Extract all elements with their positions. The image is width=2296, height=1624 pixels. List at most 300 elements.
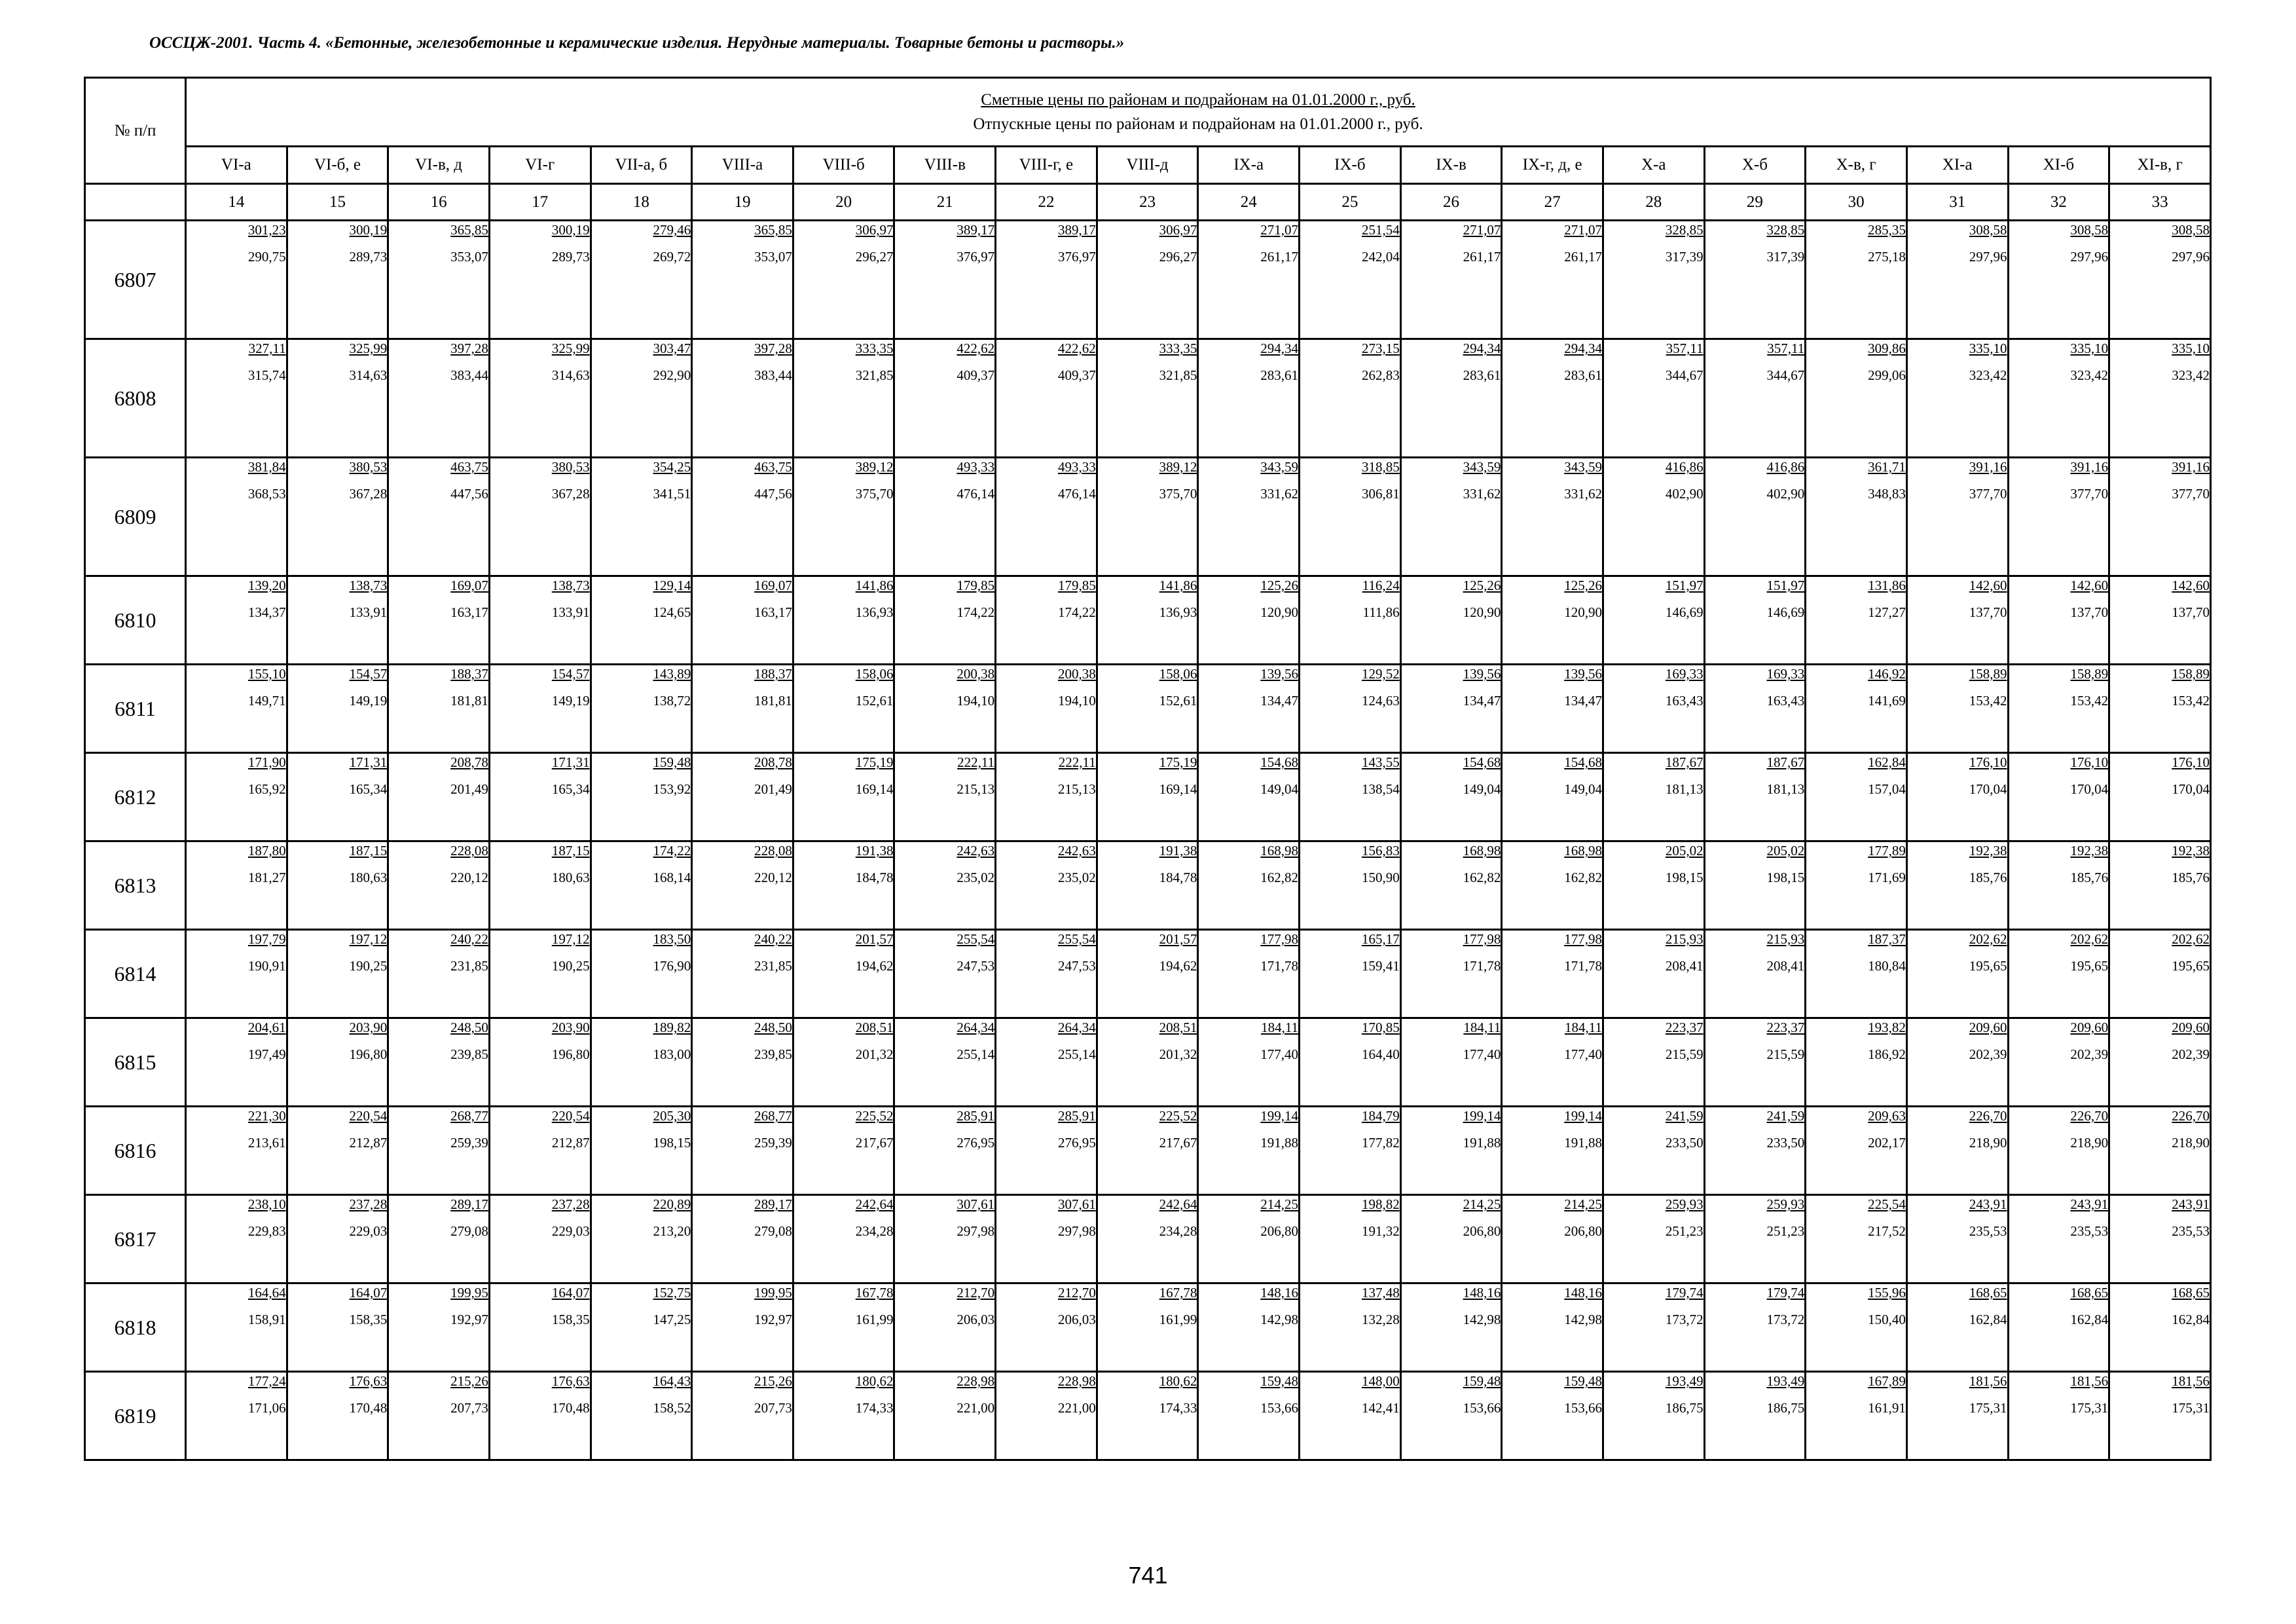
estimate-price: 193,49 (1766, 1373, 1805, 1389)
estimate-price: 181,56 (2172, 1373, 2210, 1389)
estimate-price: 171,90 (247, 754, 286, 770)
price-cell (1502, 1372, 1603, 1460)
estimate-price: 184,11 (1261, 1020, 1299, 1035)
price-cell (692, 1195, 793, 1283)
price-cell (894, 1107, 996, 1195)
price-cell (1502, 665, 1603, 753)
price-cell (1906, 1107, 2008, 1195)
price-cell (692, 1018, 793, 1107)
price-cell (2109, 1018, 2211, 1107)
release-price: 181,27 (247, 870, 286, 885)
price-cell (1603, 930, 1704, 1018)
price-cell (489, 841, 591, 930)
release-price: 296,27 (1159, 249, 1197, 265)
release-price: 184,78 (855, 870, 894, 885)
price-cell (287, 753, 388, 841)
price-cell (388, 841, 490, 930)
price-cell (1502, 221, 1603, 339)
price-cell (1097, 1018, 1198, 1107)
estimate-price: 220,54 (551, 1108, 590, 1124)
release-price: 191,88 (1564, 1135, 1602, 1151)
estimate-price: 174,22 (653, 843, 691, 858)
estimate-price: 165,17 (1361, 931, 1400, 947)
estimate-price: 125,26 (1463, 578, 1501, 593)
estimate-price: 243,91 (2070, 1196, 2109, 1212)
price-cell (1603, 665, 1704, 753)
estimate-price: 137,48 (1361, 1285, 1400, 1301)
release-price: 292,90 (653, 367, 691, 383)
price-cell (1198, 665, 1300, 753)
price-cell (692, 930, 793, 1018)
estimate-price: 148,16 (1463, 1285, 1501, 1301)
release-price: 162,84 (2070, 1312, 2109, 1327)
estimate-price: 197,12 (551, 931, 590, 947)
release-price: 138,72 (653, 693, 691, 709)
release-price: 215,59 (1766, 1046, 1805, 1062)
release-price: 158,52 (653, 1400, 691, 1416)
price-cell (692, 221, 793, 339)
release-price: 233,50 (1665, 1135, 1704, 1151)
estimate-price: 308,58 (1969, 222, 2007, 238)
estimate-price: 169,07 (754, 578, 792, 593)
estimate-price: 238,10 (247, 1196, 286, 1212)
region-header: XI-в, г (2109, 147, 2211, 184)
estimate-price: 168,65 (2172, 1285, 2210, 1301)
estimate-price: 381,84 (247, 459, 286, 475)
price-cell (1603, 753, 1704, 841)
release-price: 276,95 (1058, 1135, 1096, 1151)
estimate-price: 248,50 (450, 1020, 488, 1035)
estimate-price: 146,92 (1868, 666, 1906, 682)
release-price: 186,75 (1766, 1400, 1805, 1416)
estimate-price: 397,28 (754, 341, 792, 356)
release-price: 175,31 (1969, 1400, 2007, 1416)
price-cell (388, 1107, 490, 1195)
estimate-price: 171,31 (349, 754, 388, 770)
column-number: 17 (489, 184, 591, 221)
release-price: 206,03 (957, 1312, 995, 1327)
release-price: 173,72 (1665, 1312, 1704, 1327)
price-cell (489, 665, 591, 753)
estimate-price: 162,84 (1868, 754, 1906, 770)
price-cell (894, 221, 996, 339)
release-price: 192,97 (450, 1312, 488, 1327)
estimate-price: 171,31 (551, 754, 590, 770)
item-number: 6807 (85, 221, 186, 339)
price-cell (2008, 841, 2109, 930)
estimate-price: 300,19 (551, 222, 590, 238)
price-cell (1704, 841, 1806, 930)
region-header: VIII-б (793, 147, 894, 184)
price-cell (2008, 221, 2109, 339)
release-price: 175,31 (2172, 1400, 2210, 1416)
release-price: 262,83 (1361, 367, 1400, 383)
price-cell (1198, 339, 1300, 458)
release-price: 124,65 (653, 604, 691, 620)
estimate-price: 307,61 (1058, 1196, 1096, 1212)
price-cell (692, 339, 793, 458)
estimate-price: 307,61 (957, 1196, 995, 1212)
estimate-price: 214,25 (1463, 1196, 1501, 1212)
price-cell (1097, 753, 1198, 841)
price-cell (287, 1195, 388, 1283)
release-price: 247,53 (1058, 958, 1096, 974)
item-number: 6812 (85, 753, 186, 841)
table-row (85, 665, 2211, 753)
price-cell (1603, 1107, 1704, 1195)
release-price: 174,22 (1058, 604, 1096, 620)
estimate-price: 416,86 (1665, 459, 1704, 475)
release-price: 276,95 (957, 1135, 995, 1151)
estimate-price: 215,93 (1665, 931, 1704, 947)
estimate-price: 259,93 (1766, 1196, 1805, 1212)
region-header: IX-в (1400, 147, 1502, 184)
estimate-price: 192,38 (1969, 843, 2007, 858)
item-number: 6815 (85, 1018, 186, 1107)
estimate-price: 289,17 (754, 1196, 792, 1212)
price-cell (1400, 665, 1502, 753)
estimate-price: 148,16 (1564, 1285, 1602, 1301)
column-number: 25 (1300, 184, 1401, 221)
estimate-price: 493,33 (1058, 459, 1096, 475)
release-price: 149,04 (1260, 781, 1299, 797)
release-price: 206,03 (1058, 1312, 1096, 1327)
price-cell (186, 576, 287, 665)
price-cell (1400, 221, 1502, 339)
estimate-price: 151,97 (1665, 578, 1704, 593)
estimate-price: 271,07 (1463, 222, 1501, 238)
estimate-price: 327,11 (248, 341, 286, 356)
estimate-price: 228,98 (957, 1373, 995, 1389)
table-row (85, 1283, 2211, 1372)
price-cell (692, 753, 793, 841)
estimate-price: 199,14 (1463, 1108, 1501, 1124)
price-cell (894, 665, 996, 753)
page-number: 741 (1128, 1562, 1168, 1589)
price-cell (489, 1107, 591, 1195)
estimate-price: 158,89 (2172, 666, 2210, 682)
region-header: VI-г (489, 147, 591, 184)
price-cell (793, 665, 894, 753)
price-cell (591, 221, 692, 339)
release-price: 215,59 (1665, 1046, 1704, 1062)
price-cell (1704, 1195, 1806, 1283)
release-price: 157,04 (1868, 781, 1906, 797)
release-price: 323,42 (2070, 367, 2109, 383)
estimate-price: 138,73 (349, 578, 388, 593)
price-cell (1502, 1107, 1603, 1195)
price-cell (388, 339, 490, 458)
price-cell (1198, 221, 1300, 339)
price-cell (1906, 339, 2008, 458)
estimate-price: 202,62 (2172, 931, 2210, 947)
price-cell (793, 221, 894, 339)
price-cell (2109, 1283, 2211, 1372)
estimate-price: 202,62 (1969, 931, 2007, 947)
release-price: 137,70 (2172, 604, 2210, 620)
price-cell (996, 221, 1097, 339)
release-price: 375,70 (1159, 486, 1197, 502)
estimate-price: 187,67 (1766, 754, 1805, 770)
region-header: IX-г, д, е (1502, 147, 1603, 184)
estimate-price: 241,59 (1766, 1108, 1805, 1124)
release-price: 202,17 (1868, 1135, 1906, 1151)
release-price: 163,17 (450, 604, 488, 620)
release-price: 177,82 (1361, 1135, 1400, 1151)
price-cell (1300, 221, 1401, 339)
release-price: 153,92 (653, 781, 691, 797)
estimate-price: 354,25 (653, 459, 691, 475)
price-cell (186, 753, 287, 841)
estimate-price: 212,70 (957, 1285, 995, 1301)
estimate-price: 138,73 (551, 578, 590, 593)
estimate-price: 264,34 (957, 1020, 995, 1035)
estimate-price: 168,98 (1463, 843, 1501, 858)
estimate-price: 152,75 (653, 1285, 691, 1301)
price-cell (1502, 458, 1603, 576)
estimate-price: 242,63 (1058, 843, 1096, 858)
estimate-price: 389,17 (957, 222, 995, 238)
price-cell (1704, 930, 1806, 1018)
estimate-price: 164,07 (349, 1285, 388, 1301)
estimate-price: 179,74 (1665, 1285, 1704, 1301)
price-cell (1906, 753, 2008, 841)
release-price: 171,78 (1564, 958, 1602, 974)
estimate-price: 159,48 (1463, 1373, 1501, 1389)
estimate-price: 148,00 (1361, 1373, 1400, 1389)
estimate-price: 141,86 (855, 578, 894, 593)
estimate-price: 197,12 (349, 931, 388, 947)
release-price: 174,22 (957, 604, 995, 620)
release-price: 367,28 (349, 486, 388, 502)
price-cell (1704, 1018, 1806, 1107)
price-cell (1097, 339, 1198, 458)
price-cell (489, 930, 591, 1018)
release-price: 153,66 (1260, 1400, 1299, 1416)
estimate-price: 180,62 (855, 1373, 894, 1389)
price-table (84, 77, 2212, 1461)
estimate-price: 225,52 (855, 1108, 894, 1124)
estimate-price: 357,11 (1767, 341, 1805, 356)
price-cell (1806, 221, 1907, 339)
estimate-price: 158,89 (2070, 666, 2109, 682)
price-cell (996, 841, 1097, 930)
estimate-price: 179,85 (1058, 578, 1096, 593)
price-cell (388, 1372, 490, 1460)
estimate-price: 463,75 (754, 459, 792, 475)
price-cell (1502, 930, 1603, 1018)
item-number: 6817 (85, 1195, 186, 1283)
price-cell (1097, 458, 1198, 576)
table-row (85, 841, 2211, 930)
estimate-price: 255,54 (1058, 931, 1096, 947)
release-price: 169,14 (1159, 781, 1197, 797)
release-price: 127,27 (1868, 604, 1906, 620)
price-cell (489, 1018, 591, 1107)
estimate-price: 188,37 (450, 666, 488, 682)
release-price: 283,61 (1564, 367, 1602, 383)
price-cell (692, 665, 793, 753)
release-price: 261,17 (1564, 249, 1602, 265)
estimate-price: 306,97 (1159, 222, 1197, 238)
price-cell (1704, 1283, 1806, 1372)
estimate-price: 199,95 (754, 1285, 792, 1301)
price-cell (1906, 458, 2008, 576)
release-price: 447,56 (754, 486, 792, 502)
price-cell (1198, 576, 1300, 665)
price-cell (793, 753, 894, 841)
estimate-price: 125,26 (1260, 578, 1299, 593)
price-cell (1603, 841, 1704, 930)
price-cell (388, 753, 490, 841)
price-cell (388, 576, 490, 665)
release-price: 206,80 (1463, 1223, 1501, 1239)
column-number: 23 (1097, 184, 1198, 221)
estimate-price: 248,50 (754, 1020, 792, 1035)
price-cell (2109, 1107, 2211, 1195)
release-price: 194,62 (855, 958, 894, 974)
price-cell (2109, 458, 2211, 576)
price-cell (1502, 753, 1603, 841)
release-price: 198,15 (1766, 870, 1805, 885)
price-cell (996, 1283, 1097, 1372)
price-cell (1906, 930, 2008, 1018)
price-cell (1806, 1018, 1907, 1107)
price-cell (1400, 458, 1502, 576)
price-cell (388, 1283, 490, 1372)
release-price: 383,44 (754, 367, 792, 383)
release-price: 331,62 (1564, 486, 1602, 502)
estimate-price: 141,86 (1159, 578, 1197, 593)
price-cell (1300, 1283, 1401, 1372)
estimate-price: 205,30 (653, 1108, 691, 1124)
price-cell (2008, 1107, 2109, 1195)
release-price: 235,53 (2172, 1223, 2210, 1239)
estimate-price: 131,86 (1868, 578, 1906, 593)
price-cell (1400, 576, 1502, 665)
estimate-price: 177,24 (247, 1373, 286, 1389)
price-cell (1906, 1283, 2008, 1372)
release-price: 353,07 (450, 249, 488, 265)
release-price: 185,76 (2070, 870, 2109, 885)
release-price: 194,62 (1159, 958, 1197, 974)
price-cell (287, 1107, 388, 1195)
estimate-price: 199,14 (1564, 1108, 1602, 1124)
estimate-price: 389,12 (855, 459, 894, 475)
release-price-title: Отпускные цены по районам и подрайонам на 01.01.2000 г., руб. (973, 115, 1423, 133)
price-cell (1300, 1195, 1401, 1283)
release-price: 297,98 (957, 1223, 995, 1239)
estimate-price: 209,63 (1868, 1108, 1906, 1124)
estimate-price: 251,54 (1361, 222, 1400, 238)
price-cell (1400, 1195, 1502, 1283)
release-price: 297,98 (1058, 1223, 1096, 1239)
row-number-header: № п/п (85, 78, 186, 184)
price-cell (2008, 1018, 2109, 1107)
release-price: 191,88 (1260, 1135, 1299, 1151)
column-number: 19 (692, 184, 793, 221)
estimate-price: 177,98 (1260, 931, 1299, 947)
release-price: 283,61 (1260, 367, 1299, 383)
release-price: 149,19 (349, 693, 388, 709)
release-price: 111,86 (1362, 604, 1400, 620)
item-number: 6816 (85, 1107, 186, 1195)
price-cell (388, 1195, 490, 1283)
release-price: 197,49 (247, 1046, 286, 1062)
release-price: 162,82 (1260, 870, 1299, 885)
price-cell (1906, 665, 2008, 753)
release-price: 142,41 (1361, 1400, 1400, 1416)
price-cell (1097, 576, 1198, 665)
release-price: 132,28 (1361, 1312, 1400, 1327)
price-cell (1300, 339, 1401, 458)
release-price: 180,63 (349, 870, 388, 885)
release-price: 317,39 (1665, 249, 1704, 265)
estimate-price: 168,65 (2070, 1285, 2109, 1301)
estimate-price: 143,55 (1361, 754, 1400, 770)
estimate-price: 328,85 (1665, 222, 1704, 238)
price-cell (1502, 576, 1603, 665)
release-price: 368,53 (247, 486, 286, 502)
estimate-price: 308,58 (2070, 222, 2109, 238)
price-cell (591, 665, 692, 753)
release-price: 153,42 (1969, 693, 2007, 709)
price-cell (1400, 1283, 1502, 1372)
price-cell (1603, 458, 1704, 576)
release-price: 290,75 (247, 249, 286, 265)
price-cell (1300, 458, 1401, 576)
release-price: 137,70 (2070, 604, 2109, 620)
price-cell (489, 1283, 591, 1372)
price-cell (388, 221, 490, 339)
release-price: 207,73 (754, 1400, 792, 1416)
release-price: 255,14 (1058, 1046, 1096, 1062)
release-price: 163,17 (754, 604, 792, 620)
estimate-price: 380,53 (349, 459, 388, 475)
release-price: 150,90 (1361, 870, 1400, 885)
release-price: 177,40 (1564, 1046, 1602, 1062)
release-price: 247,53 (957, 958, 995, 974)
price-cell (1806, 1107, 1907, 1195)
price-cell (186, 1107, 287, 1195)
release-price: 153,42 (2070, 693, 2109, 709)
estimate-price: 243,91 (1969, 1196, 2007, 1212)
estimate-price: 220,54 (349, 1108, 388, 1124)
estimate-price: 168,98 (1564, 843, 1602, 858)
region-header: VI-а (186, 147, 287, 184)
release-price: 161,91 (1868, 1400, 1906, 1416)
price-cell (894, 339, 996, 458)
price-cell (1198, 1018, 1300, 1107)
price-cell (591, 1107, 692, 1195)
region-header: IX-б (1300, 147, 1401, 184)
release-price: 306,81 (1361, 486, 1400, 502)
estimate-price: 198,82 (1361, 1196, 1400, 1212)
price-cell (1806, 753, 1907, 841)
release-price: 170,04 (2070, 781, 2109, 797)
region-header: VIII-д (1097, 147, 1198, 184)
release-price: 317,39 (1766, 249, 1805, 265)
item-number: 6811 (85, 665, 186, 753)
release-price: 297,96 (2172, 249, 2210, 265)
estimate-price: 209,60 (1969, 1020, 2007, 1035)
estimate-price: 225,52 (1159, 1108, 1197, 1124)
estimate-price: 177,98 (1564, 931, 1602, 947)
price-cell (1097, 1107, 1198, 1195)
release-price: 377,70 (2070, 486, 2109, 502)
running-head: ОССЦЖ-2001. Часть 4. «Бетонные, железобетонные и керамические изделия. Нерудные материалы. Товарные бетоны и растворы.» (149, 34, 1125, 52)
estimate-price: 142,60 (2070, 578, 2109, 593)
